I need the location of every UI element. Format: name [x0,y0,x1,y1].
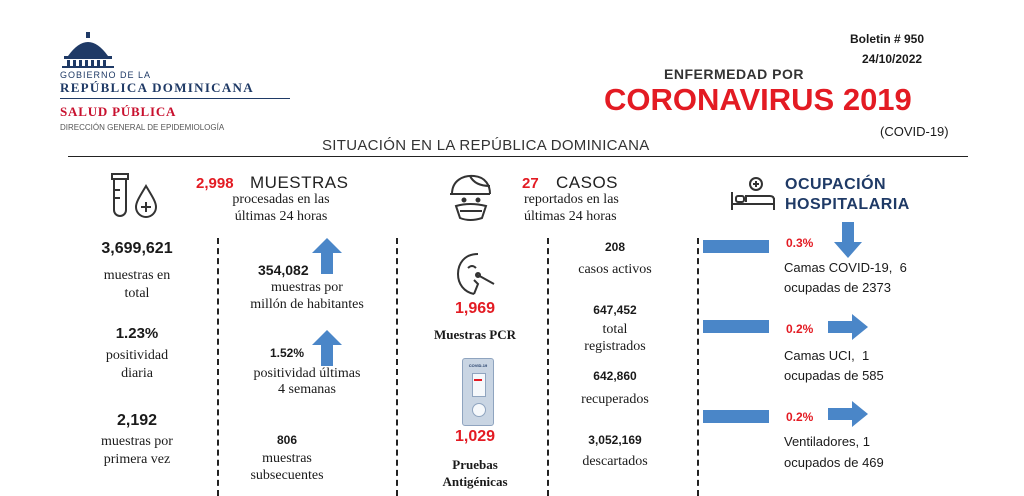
separator [697,238,699,496]
header-divider [68,156,968,157]
positivity-4weeks-label-1: positividad últimas [253,366,361,381]
occupancy-label-2: ocupados de 469 [784,455,884,470]
cases-daily-desc-1: reportados en las [524,192,619,207]
occupancy-label-1: Ventiladores, 1 [784,434,871,449]
occupancy-pct: 0.3% [786,236,814,250]
first-time-samples-label-2: primera vez [103,452,171,467]
occupancy-bar [703,320,769,333]
test-tubes-icon [108,172,160,218]
separator [217,238,219,496]
separator [396,238,398,496]
down-arrow-icon [834,222,862,258]
recovered-value: 642,860 [593,369,637,383]
samples-per-million-value: 354,082 [258,262,309,278]
subsequent-samples-label-1: muestras [262,451,312,466]
cases-title: CASOS [556,173,619,192]
subsequent-samples-value: 806 [276,433,298,447]
occupancy-title-1: OCUPACIÓN [785,176,887,193]
gov-line-1: GOBIERNO DE LA [60,70,152,80]
positivity-daily-label-2: diaria [121,366,153,381]
first-time-samples-value: 2,192 [116,412,158,429]
subsequent-samples-label-2: subsecuentes [250,468,324,483]
department-name: DIRECCIÓN GENERAL DE EPIDEMIOLOGÍA [60,123,225,132]
separator [547,238,549,496]
cases-daily-desc-2: últimas 24 horas [524,209,617,224]
occupancy-bar [703,240,769,253]
antigen-tests-label-2: Antigénicas [442,474,508,489]
samples-per-million-label-2: millón de habitantes [250,297,364,312]
positivity-daily-label-1: positividad [105,348,169,363]
occupancy-bar [703,410,769,423]
antigen-tests-value: 1,029 [454,428,496,445]
masked-face-icon [444,172,496,224]
up-arrow-icon [312,238,342,274]
active-cases-label: casos activos [578,262,652,277]
kit-label: COVID-19 [468,363,488,368]
samples-total-label-2: total [124,286,150,301]
occupancy-pct: 0.2% [786,410,814,424]
occupancy-label-1: Camas COVID-19, 6 [784,260,907,275]
bulletin-date: 24/10/2022 [862,52,923,66]
first-time-samples-label-1: muestras por [101,434,173,449]
samples-daily-desc-2: últimas 24 horas [234,209,328,224]
samples-title: MUESTRAS [250,173,349,192]
positivity-daily-value: 1.23% [115,325,159,342]
samples-total-label-1: muestras en [103,268,171,283]
discarded-value: 3,052,169 [588,433,642,447]
hospital-bed-icon [728,176,776,212]
occupancy-title-2: HOSPITALARIA [785,196,910,213]
cases-daily-value: 27 [522,175,539,192]
occupancy-label-1: Camas UCI, 1 [784,348,870,363]
active-cases-value: 208 [604,240,626,254]
ministry-name: SALUD PÚBLICA [60,104,177,119]
capitol-dome-logo [60,30,116,68]
bulletin-number: Boletin # 950 [850,32,925,46]
government-logo [60,30,300,140]
gov-line-2: REPÚBLICA DOMINICANA [60,80,254,95]
pcr-samples-label: Muestras PCR [434,327,516,342]
total-cases-value: 647,452 [593,303,637,317]
discarded-label: descartados [582,454,648,469]
occupancy-label-2: ocupadas de 585 [784,368,884,383]
positivity-4weeks-label-2: 4 semanas [278,382,336,397]
title-small: ENFERMEDAD POR [664,66,805,82]
recovered-label: recuperados [581,392,649,407]
up-arrow-icon [312,330,342,366]
situation-heading: SITUACIÓN EN LA REPÚBLICA DOMINICANA [322,137,650,154]
occupancy-pct: 0.2% [786,322,814,336]
title-big: CORONAVIRUS 2019 [604,82,912,117]
total-cases-label-2: registrados [584,339,646,354]
antigen-test-kit-icon [462,358,494,426]
occupancy-label-2: ocupadas de 2373 [784,280,891,295]
samples-daily-value: 2,998 [196,175,234,192]
total-cases-label-1: total [602,322,628,337]
antigen-tests-label-1: Pruebas [452,457,498,472]
positivity-4weeks-value: 1.52% [270,346,305,360]
right-arrow-icon [828,401,868,427]
samples-per-million-label-1: muestras por [271,280,343,295]
samples-daily-desc-1: procesadas en las [232,192,330,207]
title-sub: (COVID-19) [880,124,949,139]
nasal-swab-icon [448,250,496,298]
samples-total-value: 3,699,621 [101,240,173,257]
pcr-samples-value: 1,969 [454,300,496,317]
right-arrow-icon [828,314,868,340]
